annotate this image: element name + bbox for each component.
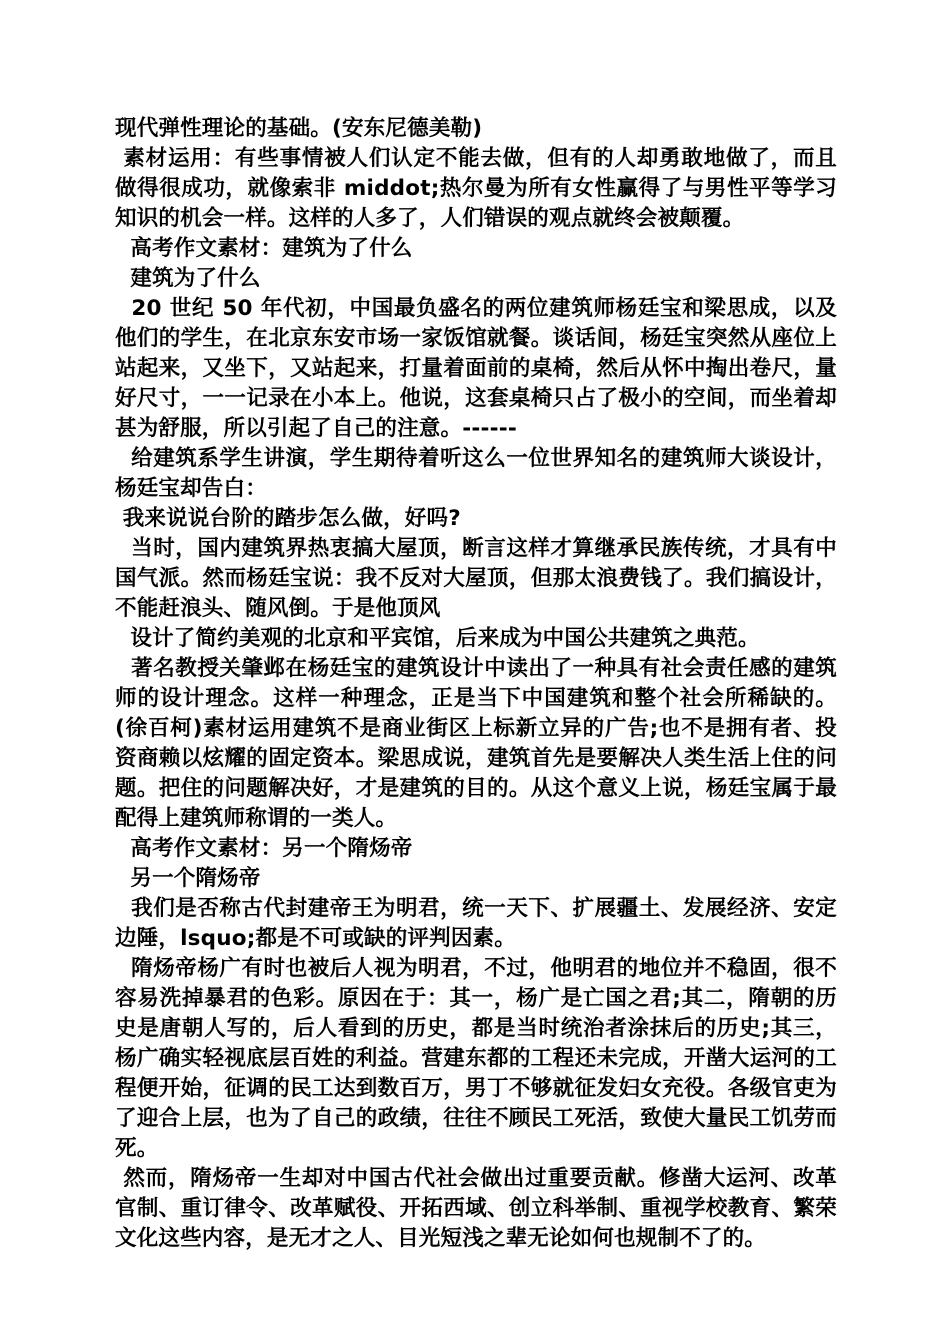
document-page: [115, 114, 837, 1254]
paragraph-2: 素材运用：有些事情被人们认定不能去做，但有的人却勇敢地做了，而且做得很成功，就像索非 middot;热尔曼为所有女性赢得了与男性平等学习知识的机会一样。这样的人多了，人们错误的观点就终会被颠覆。: [115, 146, 837, 231]
paragraph-9: 我们是否称古代封建帝王为明君，统一天下、扩展疆土、发展经济、安定边陲，lsquo;都是不可或缺的评判因素。: [115, 896, 838, 951]
paragraph-4: 给建筑系学生讲演，学生期待着听这么一位世界知名的建筑师大谈设计，杨廷宝却告白：: [115, 446, 838, 501]
paragraph-5: 我来说说台阶的踏步怎么做，好吗?: [115, 506, 461, 531]
section-heading-1: 高考作文素材：建筑为了什么: [115, 236, 413, 261]
paragraph-1: 现代弹性理论的基础。(安东尼德美勒): [115, 116, 483, 141]
paragraph-8: 著名教授关肇邺在杨廷宝的建筑设计中读出了一种具有社会责任感的建筑师的设计理念。这样一种理念，正是当下中国建筑和整个社会所稀缺的。(徐百柯)素材运用建筑不是商业街区上标新立异的广告;也不是拥有者、投资商赖以炫耀的固定资本。梁思成说，建筑首先是要解决人类生活上住的问题。把住的问题解决好，才是建筑的目的。从这个意义上说，杨廷宝属于最配得上建筑师称谓的一类人。: [115, 656, 838, 831]
paragraph-10: 隋炀帝杨广有时也被后人视为明君，不过，他明君的地位并不稳固，很不容易洗掉暴君的色彩。原因在于：其一，杨广是亡国之君;其二，隋朝的历史是唐朝人写的，后人看到的历史，都是当时统治者涂抹后的历史;其三，杨广确实轻视底层百姓的利益。营建东都的工程还未完成，开凿大运河的工程便开始，征调的民工达到数百万，男丁不够就征发妇女充役。各级官吏为了迎合上层，也为了自己的政绩，往往不顾民工死活，致使大量民工饥劳而死。: [115, 956, 838, 1161]
paragraph-3: 20 世纪 50 年代初，中国最负盛名的两位建筑师杨廷宝和梁思成，以及他们的学生，在北京东安市场一家饭馆就餐。谈话间，杨廷宝突然从座位上站起来，又坐下，又站起来，打量着面前的桌椅，然后从怀中掏出卷尺，量好尺寸，一一记录在小本上。他说，这套桌椅只占了极小的空间，而坐着却甚为舒服，所以引起了自己的注意。------: [115, 296, 837, 441]
section-heading-2: 高考作文素材：另一个隋炀帝: [115, 836, 413, 861]
section-title-2: 另一个隋炀帝: [115, 866, 261, 891]
paragraph-6: 当时，国内建筑界热衷搞大屋顶，断言这样才算继承民族传统，才具有中国气派。然而杨廷宝说：我不反对大屋顶，但那太浪费钱了。我们搞设计，不能赶浪头、随风倒。于是他顶风: [115, 536, 838, 621]
paragraph-7: 设计了简约美观的北京和平宾馆，后来成为中国公共建筑之典范。: [115, 626, 760, 651]
paragraph-11: 然而，隋炀帝一生却对中国古代社会做出过重要贡献。修凿大运河、改革官制、重订律令、改革赋役、开拓西域、创立科举制、重视学校教育、繁荣文化这些内容，是无才之人、目光短浅之辈无论如何也规制不了的。: [115, 1166, 837, 1251]
section-title-1: 建筑为了什么: [115, 266, 261, 291]
